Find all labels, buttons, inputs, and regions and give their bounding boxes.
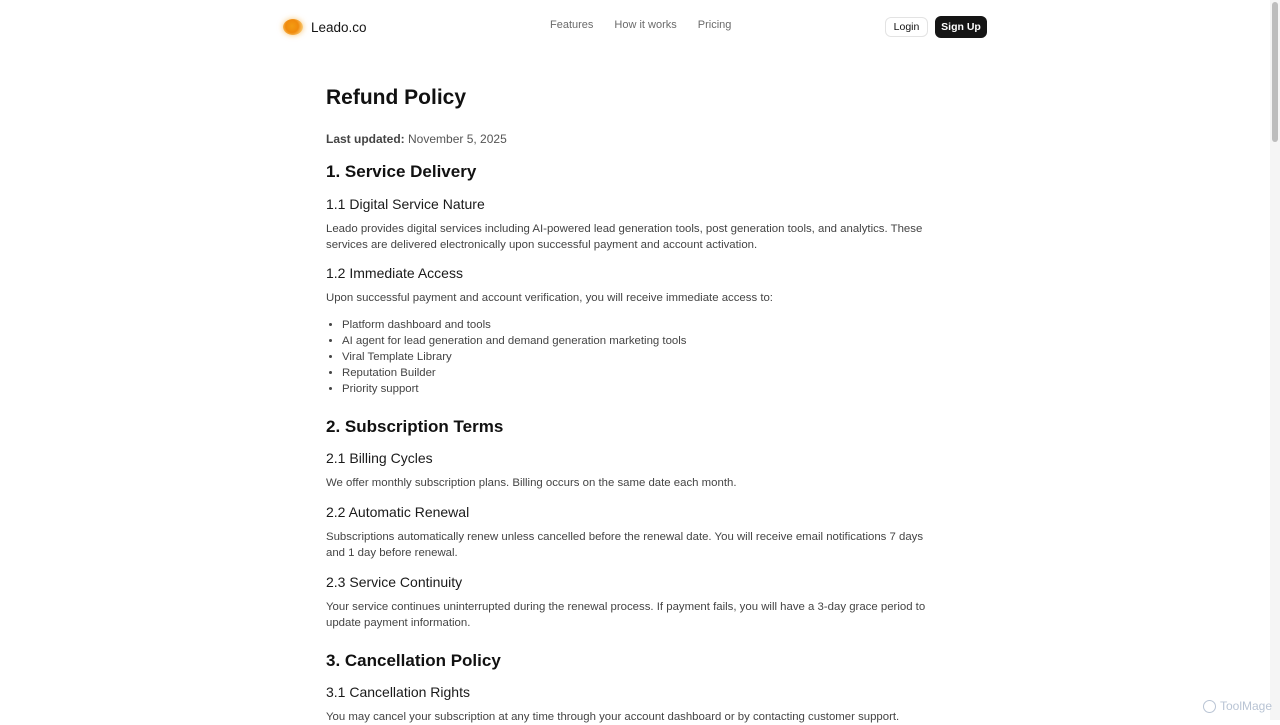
toolmage-logo-icon [1203,700,1216,713]
list-item: • AI agent for lead generation and demand generation marketing tools [342,333,941,349]
subsection-heading-billing-cycles: 2.1 Billing Cycles [326,450,433,466]
subsection-heading-cancellation-rights: 3.1 Cancellation Rights [326,684,470,700]
paragraph-cancellation-rights: You may cancel your subscription at any time through your account dashboard or by contacting customer support. [326,711,900,723]
paragraph-billing-cycles: We offer monthly subscription plans. Billing occurs on the same date each month. [326,477,737,489]
page-title: Refund Policy [326,86,467,109]
policy-content [326,84,941,725]
list-item: • Platform dashboard and tools [342,317,941,333]
top-navigation-bar [0,0,1270,54]
sign-up-button[interactable]: Sign Up [935,16,987,38]
nav-link-how-it-works[interactable]: How it works [614,19,677,31]
section-heading-service-delivery: 1. Service Delivery [326,162,477,181]
list-item: • Priority support [342,381,941,397]
paragraph-immediate-access: Upon successful payment and account verification, you will receive immediate access to: [326,292,773,304]
last-updated-label: Last updated: [326,132,405,146]
subsection-heading-immediate-access: 1.2 Immediate Access [326,265,463,281]
access-list [326,317,941,397]
subsection-heading-automatic-renewal: 2.2 Automatic Renewal [326,504,470,520]
page-scrollbar[interactable] [1270,0,1280,720]
list-item: • Reputation Builder [342,365,941,381]
watermark-text: ToolMage [1220,699,1273,713]
nav-link-pricing[interactable]: Pricing [697,19,732,31]
subsection-heading-digital-service-nature: 1.1 Digital Service Nature [326,196,485,212]
section-heading-cancellation-policy: 3. Cancellation Policy [326,651,501,670]
login-button[interactable]: Login [885,17,928,37]
section-heading-subscription-terms: 2. Subscription Terms [326,417,504,436]
leado-logo-icon [283,19,303,35]
main-nav [550,19,731,31]
nav-link-features[interactable]: Features [550,19,594,31]
list-item: • Viral Template Library [342,349,941,365]
last-updated-date: November 5, 2025 [408,132,507,146]
paragraph-service-continuity: Your service continues uninterrupted during the renewal process. If payment fails, you will have a 3-day grace period to update payment information. [326,601,926,629]
brand[interactable] [283,16,367,38]
last-updated [326,132,941,146]
scrollbar-thumb[interactable] [1272,2,1278,142]
watermark [1203,699,1272,713]
subsection-heading-service-continuity: 2.3 Service Continuity [326,574,463,590]
paragraph-digital-service-nature: Leado provides digital services including AI-powered lead generation tools, post generation tools, and analytics. These services are delivered electronically upon successful payment and account activation. [326,223,923,251]
paragraph-automatic-renewal: Subscriptions automatically renew unless cancelled before the renewal date. You will receive email notifications 7 days and 1 day before renewal. [326,531,924,559]
brand-name: Leado.co [311,19,367,35]
